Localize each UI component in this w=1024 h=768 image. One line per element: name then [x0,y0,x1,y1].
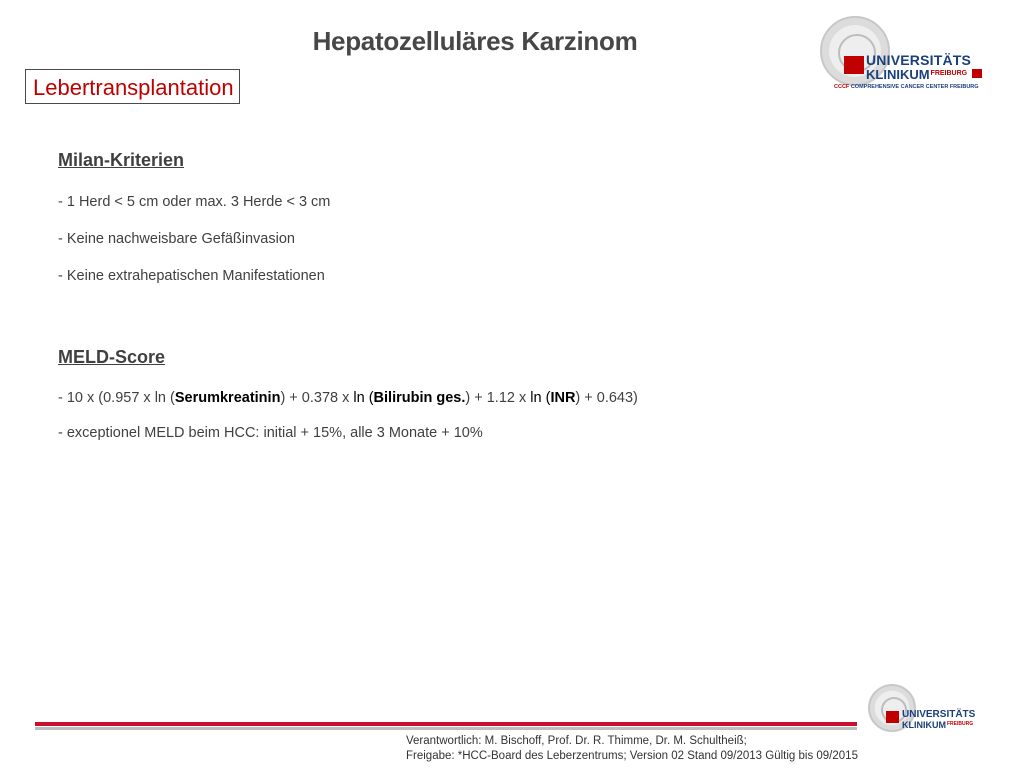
footer-divider [35,722,857,726]
meld-formula-inr: INR [550,390,576,406]
footer-logo-text-universitaets: UNIVERSITÄTS [902,709,976,720]
logo-tagline-text: COMPREHENSIVE CANCER CENTER FREIBURG [850,84,979,90]
milan-item-1: - 1 Herd < 5 cm oder max. 3 Herde < 3 cm [58,194,331,210]
logo-text-klinikum [866,67,967,82]
meld-formula-part-4: ) + 1.12 x [465,390,531,406]
meld-formula-part-2: ) + 0.378 x [280,390,354,406]
logo-text-universitaets: UNIVERSITÄTS [866,52,972,68]
meld-formula-part-3: ln ( [353,390,374,406]
logo-square-icon [972,69,982,78]
logo-tagline [834,84,979,90]
logo-mark-icon [844,56,864,74]
section-label: Lebertransplantation [25,69,240,104]
logo-text-klinikum-main: KLINIKUM [866,67,930,82]
logo-tagline-prefix: CCCF [834,84,850,90]
footer-line-2: Freigabe: *HCC-Board des Leberzentrums; Version 02 Stand 09/2013 Gültig bis 09/2015 [406,750,858,762]
meld-note: - exceptionel MELD beim HCC: initial + 15%, alle 3 Monate + 10% [58,425,483,441]
meld-formula-bilirubin: Bilirubin ges. [373,390,466,406]
meld-formula-part-1: - 10 x (0.957 x ln ( [58,390,175,406]
milan-heading: Milan-Kriterien [58,150,185,170]
meld-formula-serumkreatinin: Serumkreatinin [174,390,281,406]
footer-logo-mark-icon [886,711,899,723]
meld-formula-part-6: ) + 0.643) [575,390,638,406]
footer-logo-text-freiburg: FREIBURG [947,721,974,727]
page-title: Hepatozelluläres Karzinom [312,26,638,56]
meld-heading: MELD-Score [58,347,166,367]
footer-text [406,734,858,764]
logo-text-freiburg: FREIBURG [930,70,968,77]
university-logo [820,16,995,96]
milan-item-2: - Keine nachweisbare Gefäßinvasion [58,231,295,247]
milan-item-3: - Keine extrahepatischen Manifestationen [58,268,325,284]
meld-formula-part-5: ln ( [530,390,551,406]
footer-university-logo [868,684,993,736]
meld-formula [58,390,638,406]
footer-logo-text-klinikum [902,720,973,730]
footer-divider-shadow [35,727,857,730]
footer-line-1: Verantwortlich: M. Bischoff, Prof. Dr. R. Thimme, Dr. M. Schultheiß; [406,735,747,747]
footer-logo-text-klinikum-main: KLINIKUM [902,720,946,730]
